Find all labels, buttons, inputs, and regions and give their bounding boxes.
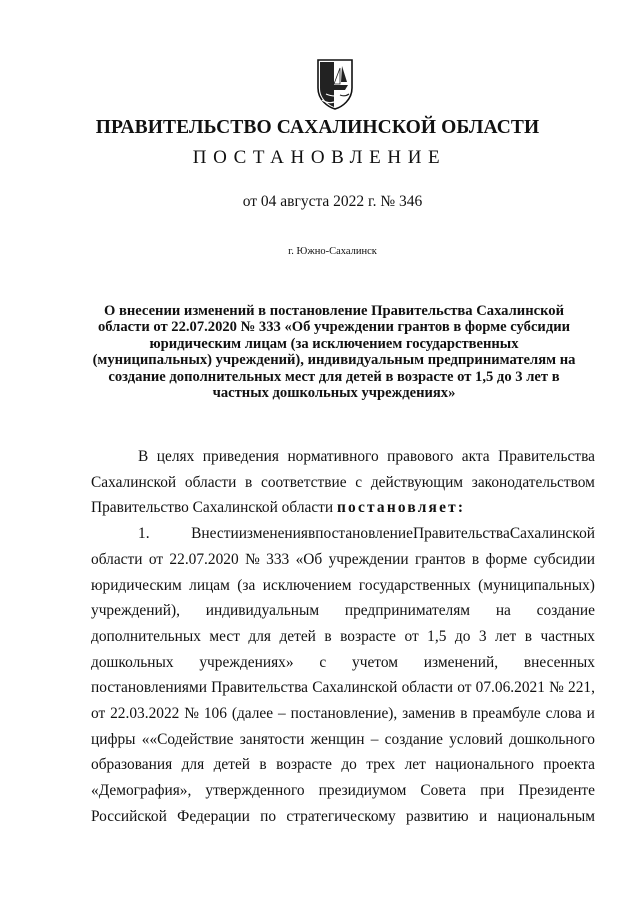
word: с bbox=[319, 653, 327, 671]
word: области bbox=[401, 679, 454, 697]
body-line bbox=[91, 495, 595, 521]
word: преамбуле bbox=[472, 705, 541, 723]
word: (муниципальных) bbox=[478, 576, 595, 594]
word: частных bbox=[540, 627, 595, 645]
word: трех bbox=[366, 756, 396, 774]
word: № bbox=[549, 679, 564, 697]
word: мест bbox=[209, 627, 240, 645]
word: предпринимателям bbox=[344, 602, 471, 620]
document-city: г. Южно-Сахалинск bbox=[288, 246, 377, 257]
body-line bbox=[91, 727, 595, 753]
heading-line: (муниципальных) учреждений), индивидуальным предпринимателям на bbox=[92, 352, 576, 369]
word: 333 bbox=[266, 550, 290, 568]
body-line bbox=[91, 804, 595, 830]
body-text: Правительство Сахалинской области bbox=[91, 499, 334, 517]
heading-line: частных дошкольных учреждениях» bbox=[212, 385, 456, 402]
word: № bbox=[184, 705, 199, 723]
word: учреждении bbox=[328, 550, 409, 568]
word: с bbox=[355, 473, 363, 491]
word: юридическим bbox=[91, 576, 182, 594]
body-line bbox=[91, 752, 595, 778]
coat-of-arms-icon bbox=[314, 58, 356, 110]
word: цифры bbox=[91, 730, 136, 748]
word: детей bbox=[213, 756, 251, 774]
word: лет bbox=[495, 627, 517, 645]
word: от bbox=[148, 550, 164, 568]
heading-line: создание дополнительных мест для детей в возрасте от 1,5 до 3 лет в bbox=[108, 368, 560, 385]
word: действующим bbox=[370, 473, 464, 491]
word: 22.07.2020 bbox=[169, 550, 239, 568]
word: 1,5 bbox=[427, 627, 447, 645]
word: от bbox=[404, 627, 419, 645]
word: лет bbox=[404, 756, 426, 774]
word: В bbox=[138, 448, 149, 465]
word: Внести bbox=[191, 525, 239, 543]
clause-number: 1. bbox=[138, 525, 150, 543]
word: в bbox=[471, 550, 480, 568]
word: приведения bbox=[202, 448, 279, 465]
word: – bbox=[277, 705, 286, 723]
clause-first-line-words bbox=[191, 521, 595, 547]
body-line bbox=[91, 650, 595, 676]
word: для bbox=[248, 627, 271, 645]
word: и bbox=[478, 807, 488, 825]
word: изменений, bbox=[423, 653, 499, 671]
word: правового bbox=[387, 448, 454, 465]
word: в bbox=[460, 705, 468, 723]
word: детей bbox=[279, 627, 316, 645]
word: дошкольного bbox=[509, 730, 595, 748]
word: учреждений), bbox=[91, 602, 180, 620]
word: Правительства bbox=[211, 679, 308, 697]
word: «Демография», bbox=[91, 782, 192, 800]
word: индивидуальным bbox=[205, 602, 320, 620]
word: 3 bbox=[478, 627, 487, 645]
word: лицам bbox=[189, 576, 230, 594]
word: создание bbox=[384, 730, 443, 748]
word: от bbox=[457, 679, 472, 697]
word: Правительства bbox=[412, 525, 510, 543]
word: (за bbox=[237, 576, 256, 594]
document-heading bbox=[84, 303, 584, 401]
word: учреждениях» bbox=[199, 653, 294, 671]
word: возрасте bbox=[340, 627, 396, 645]
word: области bbox=[91, 550, 143, 568]
word: Правительства bbox=[498, 448, 595, 465]
word: занятости bbox=[239, 730, 305, 748]
word: целях bbox=[156, 448, 195, 465]
word: 106 bbox=[203, 705, 227, 723]
word: в bbox=[524, 627, 533, 645]
word: образования bbox=[91, 756, 173, 774]
document-type: ПОСТАНОВЛЕНИЕ bbox=[192, 147, 447, 168]
heading-line: области от 22.07.2020 № 333 «Об учреждении грантов в форме субсидии bbox=[97, 319, 571, 336]
word: 221, bbox=[568, 679, 595, 697]
word: постановлениями bbox=[91, 679, 207, 697]
word: национального bbox=[435, 756, 534, 774]
word: женщин bbox=[310, 730, 365, 748]
word: Совета bbox=[420, 782, 467, 800]
word: 07.06.2021 bbox=[475, 679, 545, 697]
word: до bbox=[454, 627, 471, 645]
body-line bbox=[91, 778, 595, 804]
body-line bbox=[91, 470, 595, 496]
word: на bbox=[495, 602, 511, 620]
word: области bbox=[184, 473, 237, 491]
heading-line: О внесении изменений в постановление Правительства Сахалинской bbox=[103, 303, 565, 319]
word: заменив bbox=[402, 705, 456, 723]
body-line bbox=[91, 624, 595, 650]
word: возрасте bbox=[276, 756, 332, 774]
word: постановление bbox=[315, 525, 413, 543]
word: соответствие bbox=[261, 473, 347, 491]
word: и bbox=[586, 705, 595, 723]
body-line bbox=[91, 598, 595, 624]
word: постановление), bbox=[290, 705, 398, 723]
word: при bbox=[480, 782, 505, 800]
word: внесенных bbox=[523, 653, 595, 671]
word: национальным bbox=[497, 807, 595, 825]
word: № bbox=[245, 550, 260, 568]
word: Сахалинской bbox=[91, 473, 177, 491]
word: Федерации bbox=[177, 807, 250, 825]
word: президиумом bbox=[318, 782, 407, 800]
word: проекта bbox=[543, 756, 595, 774]
word: в bbox=[324, 627, 332, 645]
word: до bbox=[341, 756, 357, 774]
word: утвержденного bbox=[205, 782, 305, 800]
word: «Об bbox=[295, 550, 323, 568]
word: исключением bbox=[262, 576, 352, 594]
word: форме bbox=[485, 550, 528, 568]
clause-lines bbox=[91, 547, 595, 830]
document-body bbox=[91, 444, 595, 830]
word: условий bbox=[449, 730, 503, 748]
body-line bbox=[91, 444, 595, 470]
word: Российской bbox=[91, 807, 167, 825]
operative-word: постановляет: bbox=[336, 499, 466, 517]
word: 22.03.2022 bbox=[110, 705, 180, 723]
word: ««Содействие bbox=[141, 730, 234, 748]
word: Президенте bbox=[518, 782, 595, 800]
body-line bbox=[91, 573, 595, 599]
body-line bbox=[91, 547, 595, 573]
word: Сахалинской bbox=[312, 679, 398, 697]
word: по bbox=[260, 807, 277, 825]
word: законодательством bbox=[471, 473, 595, 491]
word: Сахалинской bbox=[509, 525, 595, 543]
word: от bbox=[91, 705, 106, 723]
word: акта bbox=[461, 448, 490, 465]
word: дополнительных bbox=[91, 627, 201, 645]
word: дошкольных bbox=[91, 653, 174, 671]
body-line bbox=[91, 701, 595, 727]
word: изменения bbox=[238, 525, 308, 543]
word: в bbox=[259, 756, 267, 774]
body-line bbox=[91, 675, 595, 701]
word: государственных bbox=[358, 576, 471, 594]
word: стратегическому bbox=[286, 807, 396, 825]
clause-first-line bbox=[91, 521, 595, 547]
document-date-number: от 04 августа 2022 г. № 346 bbox=[242, 193, 423, 210]
word: для bbox=[181, 756, 205, 774]
word: грантов bbox=[414, 550, 466, 568]
word: субсидии bbox=[533, 550, 595, 568]
word: в bbox=[307, 525, 316, 543]
word: нормативного bbox=[287, 448, 379, 465]
word: развитию bbox=[406, 807, 469, 825]
word: – bbox=[370, 730, 379, 748]
word: слова bbox=[545, 705, 582, 723]
word: создание bbox=[536, 602, 595, 620]
word: в bbox=[245, 473, 253, 491]
government-title: ПРАВИТЕЛЬСТВО САХАЛИНСКОЙ ОБЛАСТИ bbox=[95, 117, 540, 138]
heading-line: юридическим лицам (за исключением государственных bbox=[149, 335, 519, 352]
word: (далее bbox=[231, 705, 274, 723]
word: учетом bbox=[352, 653, 398, 671]
